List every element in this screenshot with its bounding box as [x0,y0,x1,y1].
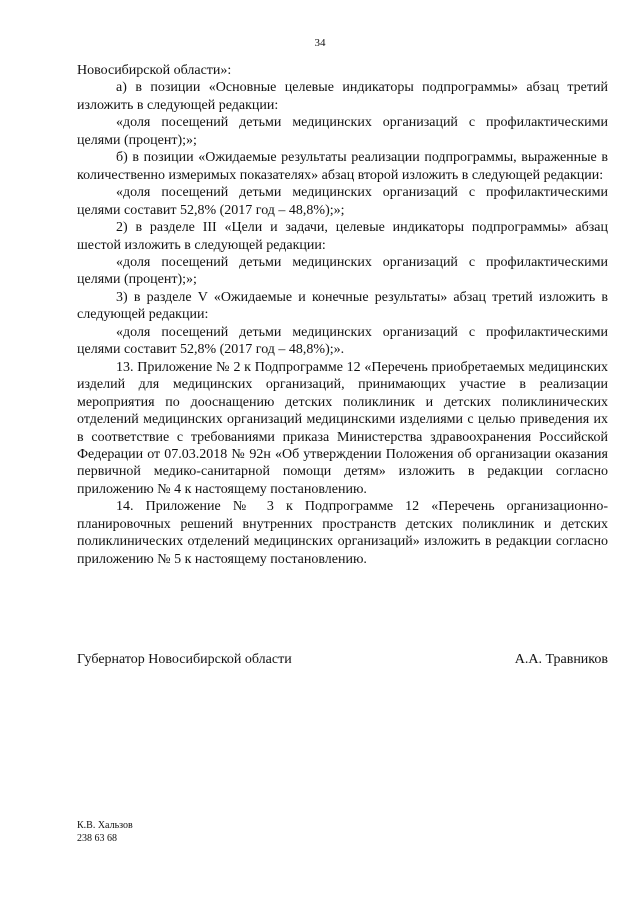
paragraph-quote: «доля посещений детьми медицинских организаций с профилактическими целями (процент);»; [77,115,608,148]
executor-name: К.В. Хальзов [77,820,133,831]
signatory-title: Губернатор Новосибирской области [77,652,292,667]
paragraph-item-a: а) в позиции «Основные целевые индикаторы подпрограммы» абзац третий изложить в следующей редакции: [77,80,608,113]
paragraph-item-2: 2) в разделе III «Цели и задачи, целевые индикаторы подпрограммы» абзац шестой изложить в следующей редакции: [77,220,608,253]
executor-phone: 238 63 68 [77,833,117,844]
paragraph-item-b: б) в позиции «Ожидаемые результаты реализации подпрограммы, выраженные в количественно измеримых показателях» абзац второй изложить в следующей редакции: [77,150,608,183]
paragraph-item-14: 14. Приложение № 3 к Подпрограмме 12 «Перечень организационно-планировочных решений внутренних пространств детских поликлиник и детских поликлинических отделений медицинских организаций» изложить в редакции согласно приложению № 5 к настоящему постановлению. [77,499,608,567]
signatory-name: А.А. Травников [514,652,608,667]
executor-block [77,819,133,845]
paragraph-item-13: 13. Приложение № 2 к Подпрограмме 12 «Перечень приобретаемых медицинских изделий для медицинских организаций, принимающих участие в реализации мероприятия по дооснащению детских поликлиник и детских поликлинических отделений медицинских организаций медицинскими изделиями с целью приведения их в соответствие с требованиями приказа Министерства здравоохранения Российской Федерации от 07.03.2018 № 92н «Об утверждении Положения об организации оказания первичной медико-санитарной помощи детям» изложить в редакции согласно приложению № 4 к настоящему постановлению. [77,359,608,497]
paragraph-continuation: Новосибирской области»: [77,63,232,78]
paragraph-item-3: 3) в разделе V «Ожидаемые и конечные результаты» абзац третий изложить в следующей редакции: [77,289,608,323]
paragraph-quote: «доля посещений детьми медицинских организаций с профилактическими целями (процент);»; [77,254,608,288]
document-body [77,62,608,568]
paragraph-quote: «доля посещений детьми медицинских организаций с профилактическими целями составит 52,8% (2017 год – 48,8%);». [77,324,608,358]
page-number: 34 [314,37,326,49]
paragraph-quote: «доля посещений детьми медицинских организаций с профилактическими целями составит 52,8% (2017 год – 48,8%);»; [77,185,608,218]
